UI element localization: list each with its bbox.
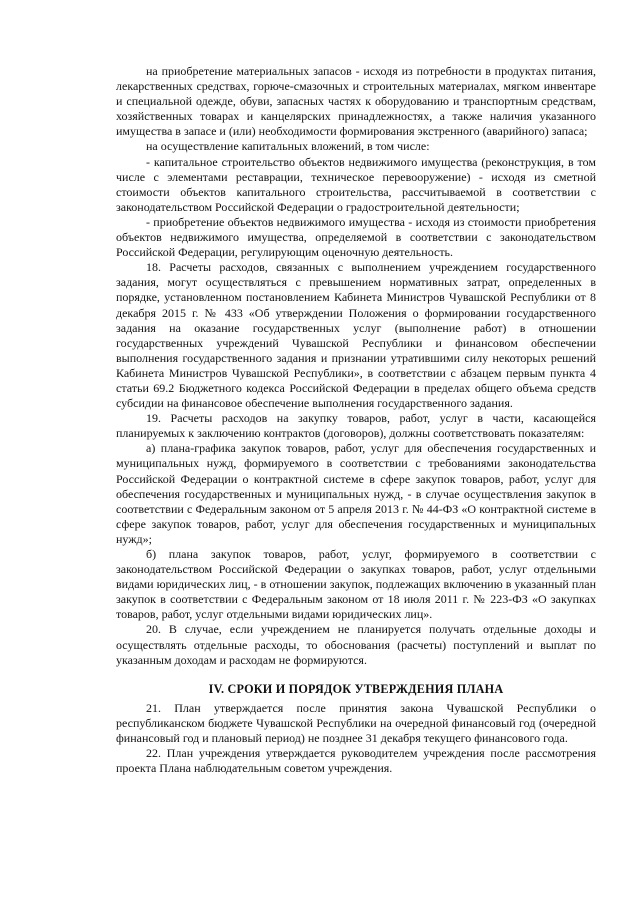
section-heading: IV. СРОКИ И ПОРЯДОК УТВЕРЖДЕНИЯ ПЛАНА [208,681,504,696]
paragraph-21: 21. План утверждается после принятия закона Чувашской Республики о республиканском бюджете Чувашской Республики на очередной финансовый год (очередной финансовый год и плановый период) не позднее 31 декабря текущего финансового года. [116,700,596,746]
paragraph-real-estate-acquisition: - приобретение объектов недвижимого имущества - исходя из стоимости приобретения объектов недвижимого имущества, определяемой в соответствии с законодательством Российской Федерации, регулирующим оценочную деятельность. [116,214,596,260]
paragraph-18: 18. Расчеты расходов, связанных с выполнением учреждением государственного задания, могут осуществляться с превышением нормативных затрат, определенных в порядке, установленном постановлением Кабинета Министров Чувашской Республики от 8 декабря 2015 г. № 433 «Об утверждении Положения о формировании государственного задания на оказание государственных услуг (выполнение работ) в отношении государственных учреждений Чувашской Республики и финансовом обеспечении выполнения государственного задания и признании утратившими силу некоторых решений Кабинета Министров Чувашской Республики», в соответствии с абзацем первым пункта 4 статьи 69.2 Бюджетного кодекса Российской Федерации в пределах общего объема средств субсидии на финансовое обеспечение выполнения государственного задания. [116,260,596,411]
paragraph-material-supplies: на приобретение материальных запасов - исходя из потребности в продуктах питания, лекарственных средствах, горюче-смазочных и строительных материалах, мягком инвентаре и специальной одежде, обуви, запасных частях к оборудованию и транспортным средствам, хозяйственных товарах и канцелярских принадлежностях, а также наличия указанного имущества в запасе и (или) необходимости формирования экстренного (аварийного) запаса; [116,64,596,139]
paragraph-20: 20. В случае, если учреждением не планируется получать отдельные доходы и осуществлять отдельные расходы, то обоснования (расчеты) поступлений и выплат по указанным доходам и расходам не формируются. [116,622,596,667]
paragraph-19: 19. Расчеты расходов на закупку товаров, работ, услуг в части, касающейся планируемых к заключению контрактов (договоров), должны соответствовать показателям: [116,411,596,441]
paragraph-capital-construction: - капитальное строительство объектов недвижимого имущества (реконструкция, в том числе с элементами реставрации, техническое перевооружение) - исходя из сметной стоимости объектов капитального строительства, рассчитываемой в соответствии с законодательством Российской Федерации о градостроительной деятельности; [116,154,596,214]
paragraph-22: 22. План учреждения утверждается руководителем учреждения после рассмотрения проекта Плана наблюдательным советом учреждения. [116,746,596,776]
paragraph-19-a: а) плана-графика закупок товаров, работ, услуг для обеспечения государственных и муниципальных нужд, формируемого в соответствии с требованиями законодательства Российской Федерации о контрактной системе в сфере закупок товаров, работ, услуг для обеспечения государственных и муниципальных нужд, - в случае осуществления закупок в соответствии с Федеральным законом от 5 апреля 2013 г. № 44-ФЗ «О контрактной системе в сфере закупок товаров, работ, услуг для обеспечения государственных и муниципальных нужд»; [116,441,596,546]
paragraph-19-b: б) плана закупок товаров, работ, услуг, формируемого в соответствии с законодательством Российской Федерации о закупках товаров, работ, услуг отдельными видами юридических лиц, - в отношении закупок, подлежащих включению в указанный план закупок в соответствии с Федеральным законом от 18 июля 2011 г. № 223-ФЗ «О закупках товаров, работ, услуг отдельными видами юридических лиц». [116,547,596,622]
paragraph-capital-investments: на осуществление капитальных вложений, в том числе: [146,139,430,154]
